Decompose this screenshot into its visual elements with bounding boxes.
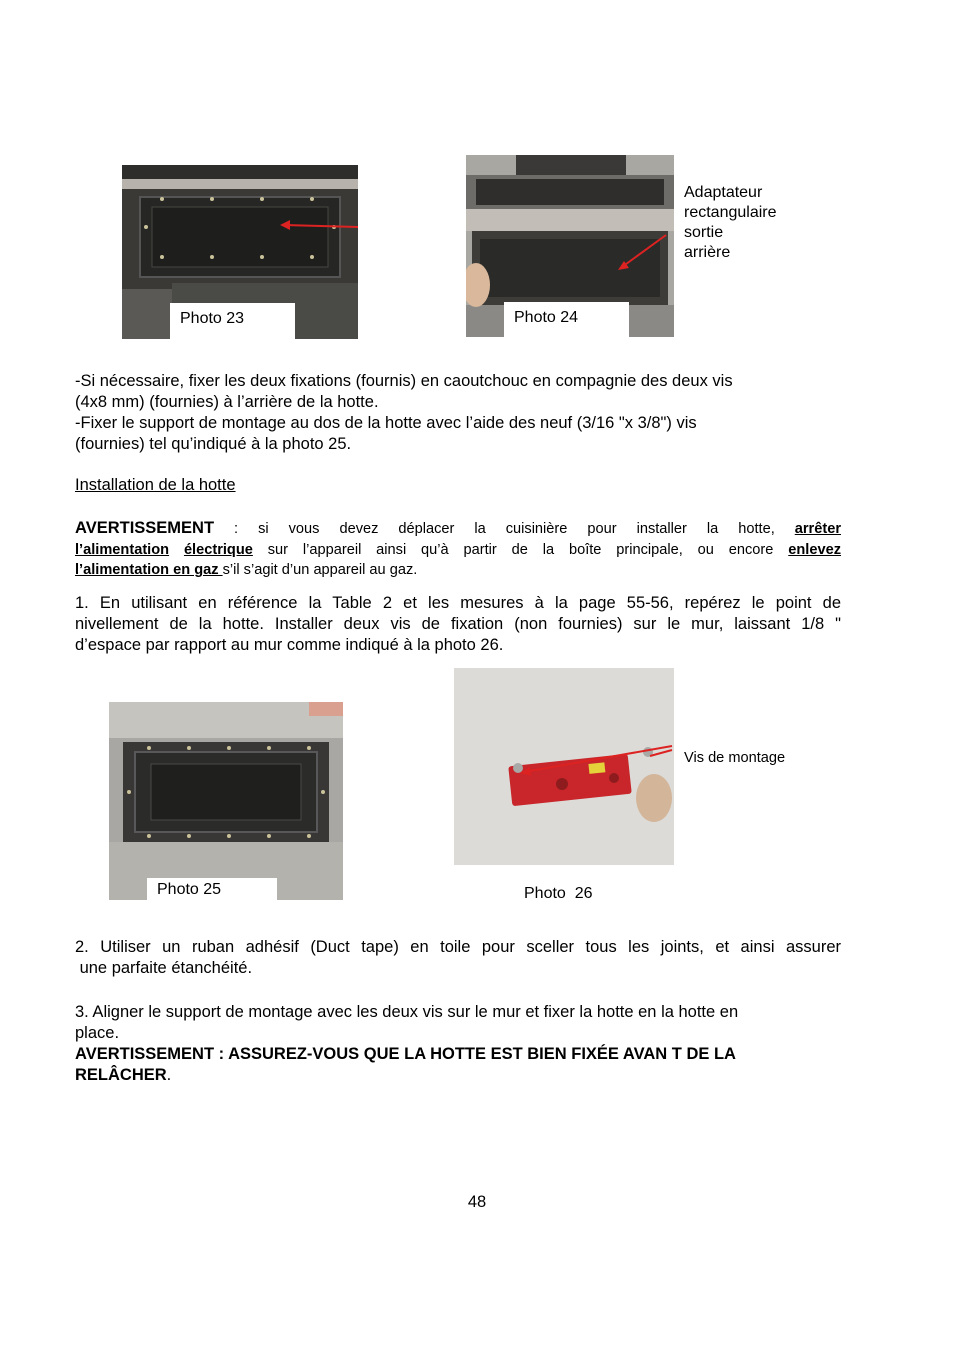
photo-23 <box>122 165 358 339</box>
intro-paragraph <box>75 371 841 455</box>
warning-emphasis: l’alimentation en gaz <box>75 562 223 578</box>
label-line: rectangulaire <box>684 204 777 221</box>
warning-label: AVERTISSEMENT <box>75 519 215 537</box>
page-number: 48 <box>467 1193 487 1211</box>
photo-26-label: Vis de montage <box>684 750 786 766</box>
text-line: place. <box>75 1024 120 1042</box>
photo-23-caption: Photo 23 <box>170 303 295 339</box>
text-line: (4x8 mm) (fournies) à l’arrière de la hotte. <box>75 393 379 411</box>
text-line: d’espace par rapport au mur comme indiqué à la photo 26. <box>75 636 504 654</box>
photo-24-label <box>684 183 777 263</box>
photo-26-image <box>454 668 674 865</box>
photo-24-caption: Photo 24 <box>504 302 629 337</box>
warning-line <box>75 517 841 540</box>
warning-emphasis: l’alimentation <box>75 542 170 558</box>
text-line: -Si nécessaire, fixer les deux fixations (fournis) en caoutchouc en compagnie des deux vis <box>75 372 733 390</box>
warning-emphasis: enlevez <box>788 542 841 558</box>
photo-26-caption: Photo 26 <box>524 885 593 902</box>
warning-text: sur l’appareil ainsi qu’à partir de la boîte principale, ou encore <box>252 542 789 558</box>
text-line: nivellement de la hotte. Installer deux vis de fixation (non fournies) sur le mur, laissant 1/8 " <box>75 615 841 633</box>
label-line: sortie <box>684 224 724 241</box>
photo-26 <box>454 668 674 865</box>
label-line: Adaptateur <box>684 184 763 201</box>
final-warning-punct: . <box>166 1066 172 1084</box>
final-warning-line <box>75 1065 841 1086</box>
warning-line <box>75 560 841 580</box>
section-heading: Installation de la hotte <box>75 476 236 494</box>
text-line: 2. Utiliser un ruban adhésif (Duct tape) en toile pour sceller tous les joints, et ainsi assurer <box>75 938 841 956</box>
final-warning-line: AVERTISSEMENT : ASSUREZ-VOUS QUE LA HOTTE EST BIEN FIXÉE AVAN T DE LA <box>75 1045 736 1063</box>
final-warning-text: RELÂCHER <box>75 1066 167 1084</box>
step-3 <box>75 1002 841 1086</box>
warning-text: s’il s’agit d’un appareil au gaz. <box>222 562 418 578</box>
warning-text: : si vous devez déplacer la cuisinière pour installer la hotte, <box>214 521 795 537</box>
warning-emphasis: électrique <box>183 542 253 558</box>
warning-paragraph <box>75 517 841 580</box>
text-line: -Fixer le support de montage au dos de la hotte avec l’aide des neuf (3/16 "x 3/8") vis <box>75 414 697 432</box>
warning-line <box>75 540 841 560</box>
text-line: 3. Aligner le support de montage avec les deux vis sur le mur et fixer la hotte en la hotte en <box>75 1003 739 1021</box>
step-2 <box>75 937 841 979</box>
photo-25-caption: Photo 25 <box>147 878 277 900</box>
photo-25 <box>109 702 343 900</box>
photo-25-image <box>109 702 343 900</box>
text-line: une parfaite étanchéité. <box>75 959 253 977</box>
step-1 <box>75 593 841 656</box>
warning-emphasis: arrêter <box>794 521 841 537</box>
label-line: arrière <box>684 244 731 261</box>
text-line: 1. En utilisant en référence la Table 2 et les mesures à la page 55-56, repérez le point de <box>75 594 841 612</box>
photo-24 <box>466 155 674 337</box>
text-line: (fournies) tel qu’indiqué à la photo 25. <box>75 435 352 453</box>
